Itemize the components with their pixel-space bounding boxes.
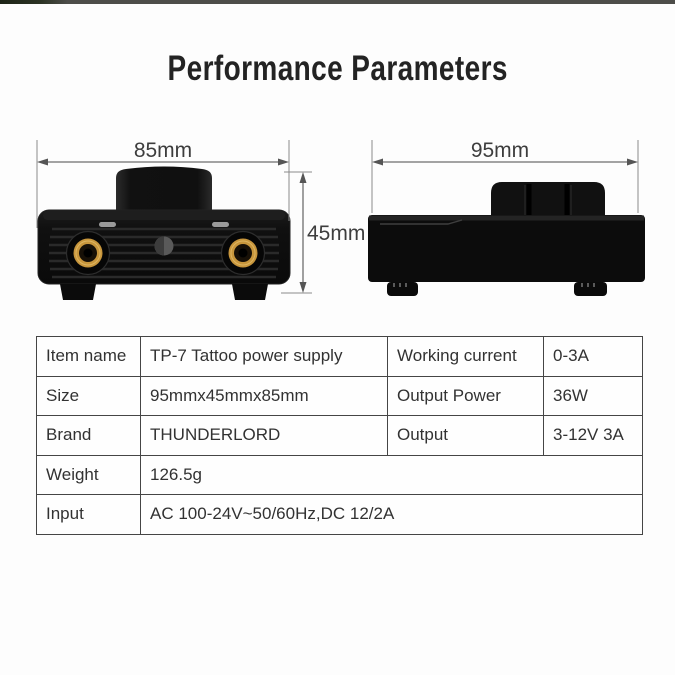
spec-value: 126.5g [141,455,643,495]
page-title [0,49,675,89]
product-front-view-image [38,167,290,301]
spec-value: 36W [544,376,643,416]
front-jack-right [222,232,265,275]
front-knob [116,167,212,215]
spec-value: 3-12V 3A [544,416,643,456]
spec-label: Item name [37,337,141,377]
front-jack-left [67,232,110,275]
dimension-label-height: 45mm [307,222,366,245]
spec-value: TP-7 Tattoo power supply [141,337,388,377]
side-foot-left [387,282,418,296]
spec-label: Weight [37,455,141,495]
table-row [37,376,643,416]
front-foot-right [232,284,268,300]
spec-label: Working current [388,337,544,377]
spec-table [36,336,643,535]
spec-value: THUNDERLORD [141,416,388,456]
spec-label: Input [37,495,141,535]
table-row [37,495,643,535]
spec-label: Output [388,416,544,456]
top-edge-strip [0,0,675,4]
page-title-text: Performance Parameters [167,49,508,88]
front-foot-left [60,284,96,300]
dimension-label-depth: 95mm [470,139,530,162]
spec-label: Brand [37,416,141,456]
side-body [368,215,645,282]
table-row [37,455,643,495]
front-led-window-left [99,222,116,227]
product-side-view-image [368,182,645,296]
front-led-window-right [212,222,229,227]
spec-value: 0-3A [544,337,643,377]
side-foot-right [574,282,607,296]
spec-label: Size [37,376,141,416]
dimension-45mm [281,172,365,293]
side-feet-ridges [394,283,594,287]
side-knob [491,182,605,216]
table-row [37,416,643,456]
table-row [37,337,643,377]
dimension-label-width: 85mm [133,139,193,162]
spec-value: 95mmx45mmx85mm [141,376,388,416]
side-body-top-bevel [369,216,644,221]
spec-value: AC 100-24V~50/60Hz,DC 12/2A [141,495,643,535]
product-dimension-figure [0,128,675,314]
spec-label: Output Power [388,376,544,416]
front-top-lip [43,211,285,220]
